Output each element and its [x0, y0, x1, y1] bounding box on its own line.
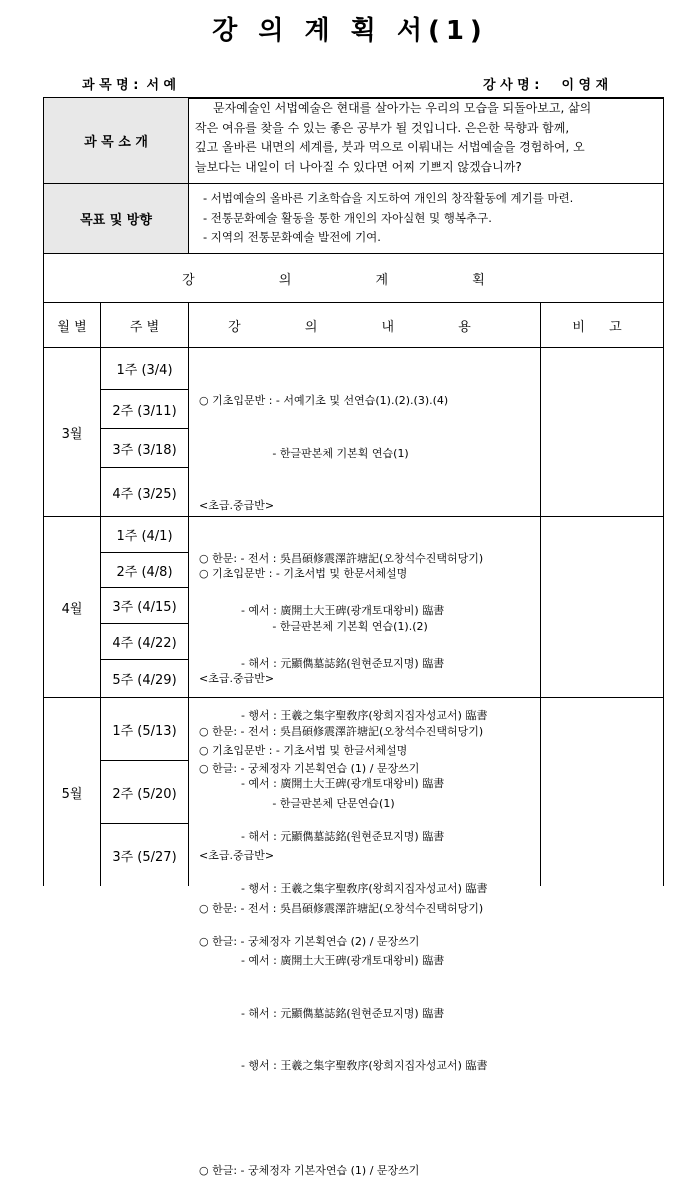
instructor-label: 강 사 명 :: [483, 78, 540, 93]
content-line: - 예서 : 廣開土大王碑(광개토대왕비) 臨書: [199, 777, 445, 790]
intro-label: 과 목 소 개: [44, 98, 188, 183]
content-line: ○ 한문: - 전서 : 吳昌碩修震澤許塘記(오창석수진택허당기): [199, 724, 484, 738]
intro-line: 깊고 올바른 내면의 세계를, 붓과 먹으로 이뤄내는 서법예술을 경험하여, 오: [195, 140, 585, 154]
intro-line: 문자예술인 서법예술은 현대를 살아가는 우리의 모습을 되돌아보고, 삶의: [213, 101, 592, 115]
week-cell: 3주 (3/18): [112, 442, 177, 458]
plan-title: 강 의 계 획: [182, 272, 525, 288]
intro-line: 늘보다는 내일이 더 나아질 수 있다면 어찌 기쁘지 않겠습니까?: [195, 159, 522, 174]
month-cell: 3월: [61, 426, 83, 442]
week-cell: 3주 (4/15): [112, 600, 177, 615]
content-line: - 한글판본체 기본획 연습(1).(2): [199, 619, 428, 633]
content-line: ○ 기초입문반 : - 기초서법 및 한문서체설명: [199, 567, 408, 580]
content-line: - 해서 : 元顯儁墓誌銘(원현준묘지명) 臨書: [199, 656, 445, 670]
col-header-month: 월 별: [57, 319, 87, 335]
content-line: ○ 한문: - 전서 : 吳昌碩修震澤許塘記(오창석수진택허당기): [199, 551, 484, 565]
content-line: <초급.중급반>: [199, 499, 275, 512]
page-title: 강 의 계 획 서(1): [212, 16, 488, 46]
month-cell: 5월: [61, 786, 83, 802]
content-line: - 해서 : 元顯儁墓誌銘(원현준묘지명) 臨書: [199, 829, 445, 843]
content-line: - 행서 : 王羲之集字聖敎序(왕희지집자성교서) 臨書: [199, 1059, 488, 1072]
content-line: ○ 한글: - 궁체정자 기본획연습 (1) / 문장쓰기: [199, 761, 420, 775]
content-line: [199, 1110, 487, 1128]
content-line: ○ 한글: - 궁체정자 기본자연습 (1) / 문장쓰기: [199, 1164, 420, 1177]
content-line: <초급.중급반>: [199, 849, 275, 862]
week-cell: 5주 (4/29): [112, 673, 177, 688]
content-line: - 한글판본체 기본획 연습(1): [199, 446, 409, 460]
note-col-separator: [540, 302, 541, 886]
goal-line: - 서법예술의 올바른 기초학습을 지도하여 개인의 창작활동에 계기를 마련.: [203, 191, 574, 205]
week-cell: 4주 (4/22): [112, 636, 177, 651]
content-line: ○ 한글: - 궁체정자 기본획연습 (2) / 문장쓰기: [199, 934, 420, 948]
subject-meta: [82, 74, 176, 93]
week-cell: 1주 (4/1): [116, 529, 173, 544]
week-cell: 1주 (3/4): [116, 363, 173, 378]
week-col-separator: [188, 302, 189, 886]
col-header-note: 비 고: [572, 319, 632, 335]
content-line: - 한글판본체 단문연습(1): [199, 796, 395, 810]
week-cell: 2주 (5/20): [112, 786, 177, 802]
goal-line: - 전통문화예술 활동을 통한 개인의 자아실현 및 행복추구.: [203, 210, 492, 225]
table-border-right: [663, 98, 664, 886]
subject-label: 과 목 명 :: [82, 78, 139, 93]
intro-line: 작은 여유를 찾을 수 있는 좋은 공부가 될 것입니다. 은은한 묵향과 함께,: [195, 120, 570, 135]
week-cell: 3주 (5/27): [112, 849, 177, 865]
col-header-content: 강 의 내 용: [228, 319, 501, 335]
lecture-content: [199, 707, 487, 1197]
content-line: - 예서 : 廣開土大王碑(광개토대왕비) 臨書: [199, 604, 445, 617]
content-line: - 예서 : 廣開土大王碑(광개토대왕비) 臨書: [199, 954, 445, 967]
instructor-meta: [483, 74, 608, 93]
week-cell: 1주 (5/13): [112, 723, 177, 739]
goals-text: [189, 189, 663, 248]
goals-label: 목표 및 방향: [44, 184, 188, 253]
month-cell: 4월: [61, 601, 83, 617]
content-line: <초급.중급반>: [199, 672, 275, 685]
week-cell: 4주 (3/25): [112, 486, 177, 502]
content-line: - 행서 : 王羲之集字聖敎序(왕희지집자성교서) 臨書: [199, 882, 488, 895]
content-line: ○ 기초입문반 : - 서예기초 및 선연습(1).(2).(3).(4): [199, 394, 449, 407]
content-line: ○ 한문: - 전서 : 吳昌碩修震澤許塘記(오창석수진택허당기): [199, 901, 484, 915]
week-cell: 2주 (4/8): [116, 564, 173, 580]
col-header-week: 주 별: [129, 319, 160, 335]
week-cell: 2주 (3/11): [112, 403, 177, 419]
content-line: - 해서 : 元顯儁墓誌銘(원현준묘지명) 臨書: [199, 1006, 445, 1020]
goal-line: - 지역의 전통문화예술 발전에 기여.: [203, 230, 381, 244]
instructor-value: 이 영 재: [561, 78, 609, 93]
intro-text: [189, 99, 663, 177]
content-line: - 행서 : 王羲之集字聖敎序(왕희지집자성교서) 臨書: [199, 709, 488, 722]
subject-value: 서 예: [146, 78, 177, 93]
content-line: ○ 기초입문반 : - 기초서법 및 한글서체설명: [199, 744, 408, 757]
